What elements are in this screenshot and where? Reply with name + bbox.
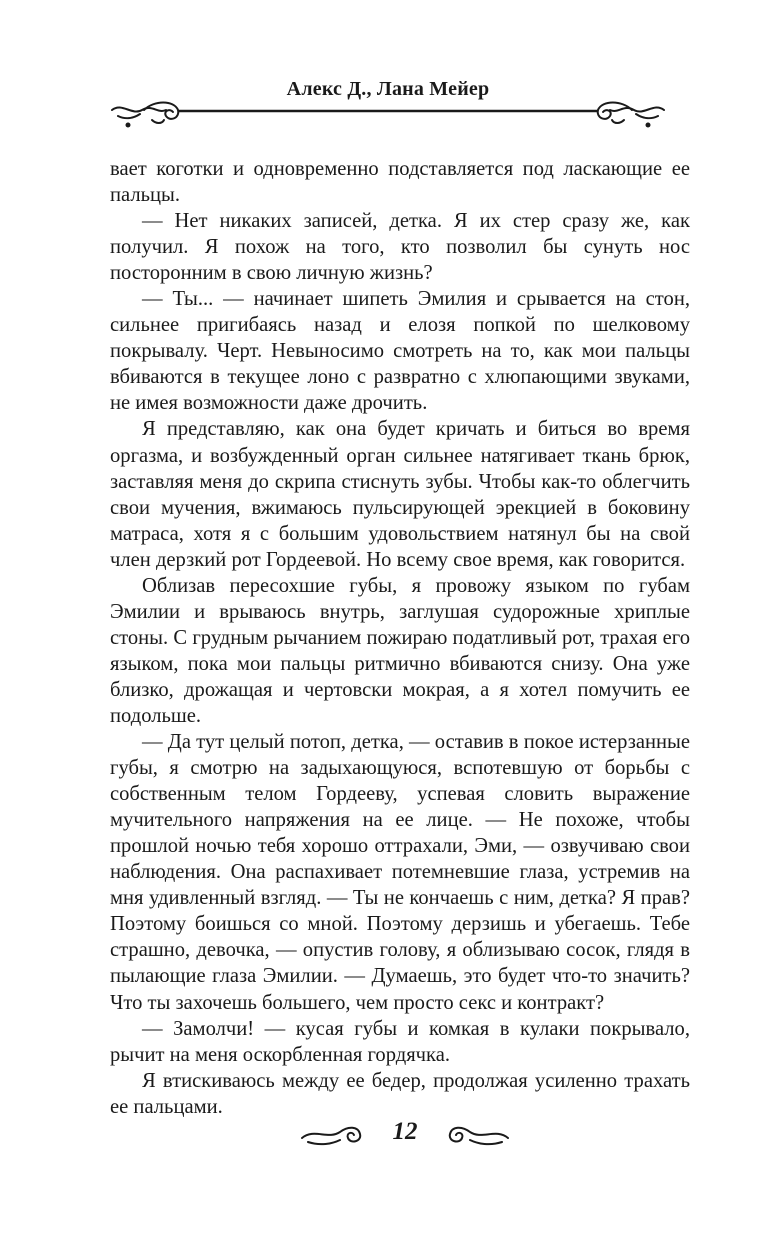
header-ornament-rule xyxy=(108,98,668,138)
paragraph: Я представляю, как она будет кричать и биться во время оргазма, и возбужденный орган сильнее натягивает ткань брюк, заставляя меня до скрипа стиснуть зубы. Чтобы как-то облегчить свои мучения, вжимаюсь пульсирующей эрекцией в боковину матраса, хотя я с большим удовольствием натянул бы на свой член дерзкий рот Гордеевой. Но всему свое время, как говорится. xyxy=(110,418,690,571)
page-number: 12 xyxy=(392,1118,418,1145)
book-body-text xyxy=(110,156,690,1120)
paragraph: вает коготки и одновременно подставляется под ласкающие ее пальцы. xyxy=(110,158,690,207)
paragraph: Я втискиваюсь между ее бедер, продолжая усиленно трахать ее пальцами. xyxy=(110,1069,690,1118)
paragraph: — Нет никаких записей, детка. Я их стер сразу же, как получил. Я похож на того, кто позволил бы сунуть нос посторонним в свою личную жизнь? xyxy=(110,210,690,285)
running-title: Алекс Д., Лана Мейер xyxy=(286,78,490,100)
paragraph: — Замолчи! — кусая губы и комкая в кулаки покрывало, рычит на меня оскорбленная гордячка. xyxy=(110,1017,690,1066)
paragraph: Облизав пересохшие губы, я провожу языком по губам Эмилии и врываюсь внутрь, заглушая судорожные хриплые стоны. С грудным рычанием пожираю податливый рот, трахая его языком, пока мои пальцы ритмично вбиваются снизу. Она уже близко, дрожащая и чертовски мокрая, а я хотел помучить ее подольше. xyxy=(110,574,690,727)
page-footer xyxy=(300,1114,510,1154)
header-flourish-icon xyxy=(108,98,668,138)
paragraph: — Ты... — начинает шипеть Эмилия и срывается на стон, сильнее пригибаясь назад и елозя попкой по шелковому покрывалу. Черт. Невыносимо смотреть на то, как мои пальцы вбиваются в текущее лоно с развратно с хлюпающими звуками, не имея возможности даже дрочить. xyxy=(110,288,690,415)
paragraph: — Да тут целый потоп, детка, — оставив в покое истерзанные губы, я смотрю на задыхающуюся, вспотевшую от борьбы с собственным телом Гордееву, успевая словить выражение мучительного напряжения на ее лице. — Не похоже, чтобы прошлой ночью тебя хорошо оттрахали, Эми, — озвучиваю свои наблюдения. Она распахивает потемневшие глаза, устремив на мня удивленный взгляд. — Ты не кончаешь с ним, детка? Я прав? Поэтому боишься со мной. Поэтому дерзишь и убегаешь. Тебе страшно, девочка, — опустив голову, я облизываю сосок, глядя в пылающие глаза Эмилии. — Думаешь, это будет что-то значить? Что ты захочешь большего, чем просто секс и контракт? xyxy=(110,731,690,1014)
page-header xyxy=(108,78,668,138)
